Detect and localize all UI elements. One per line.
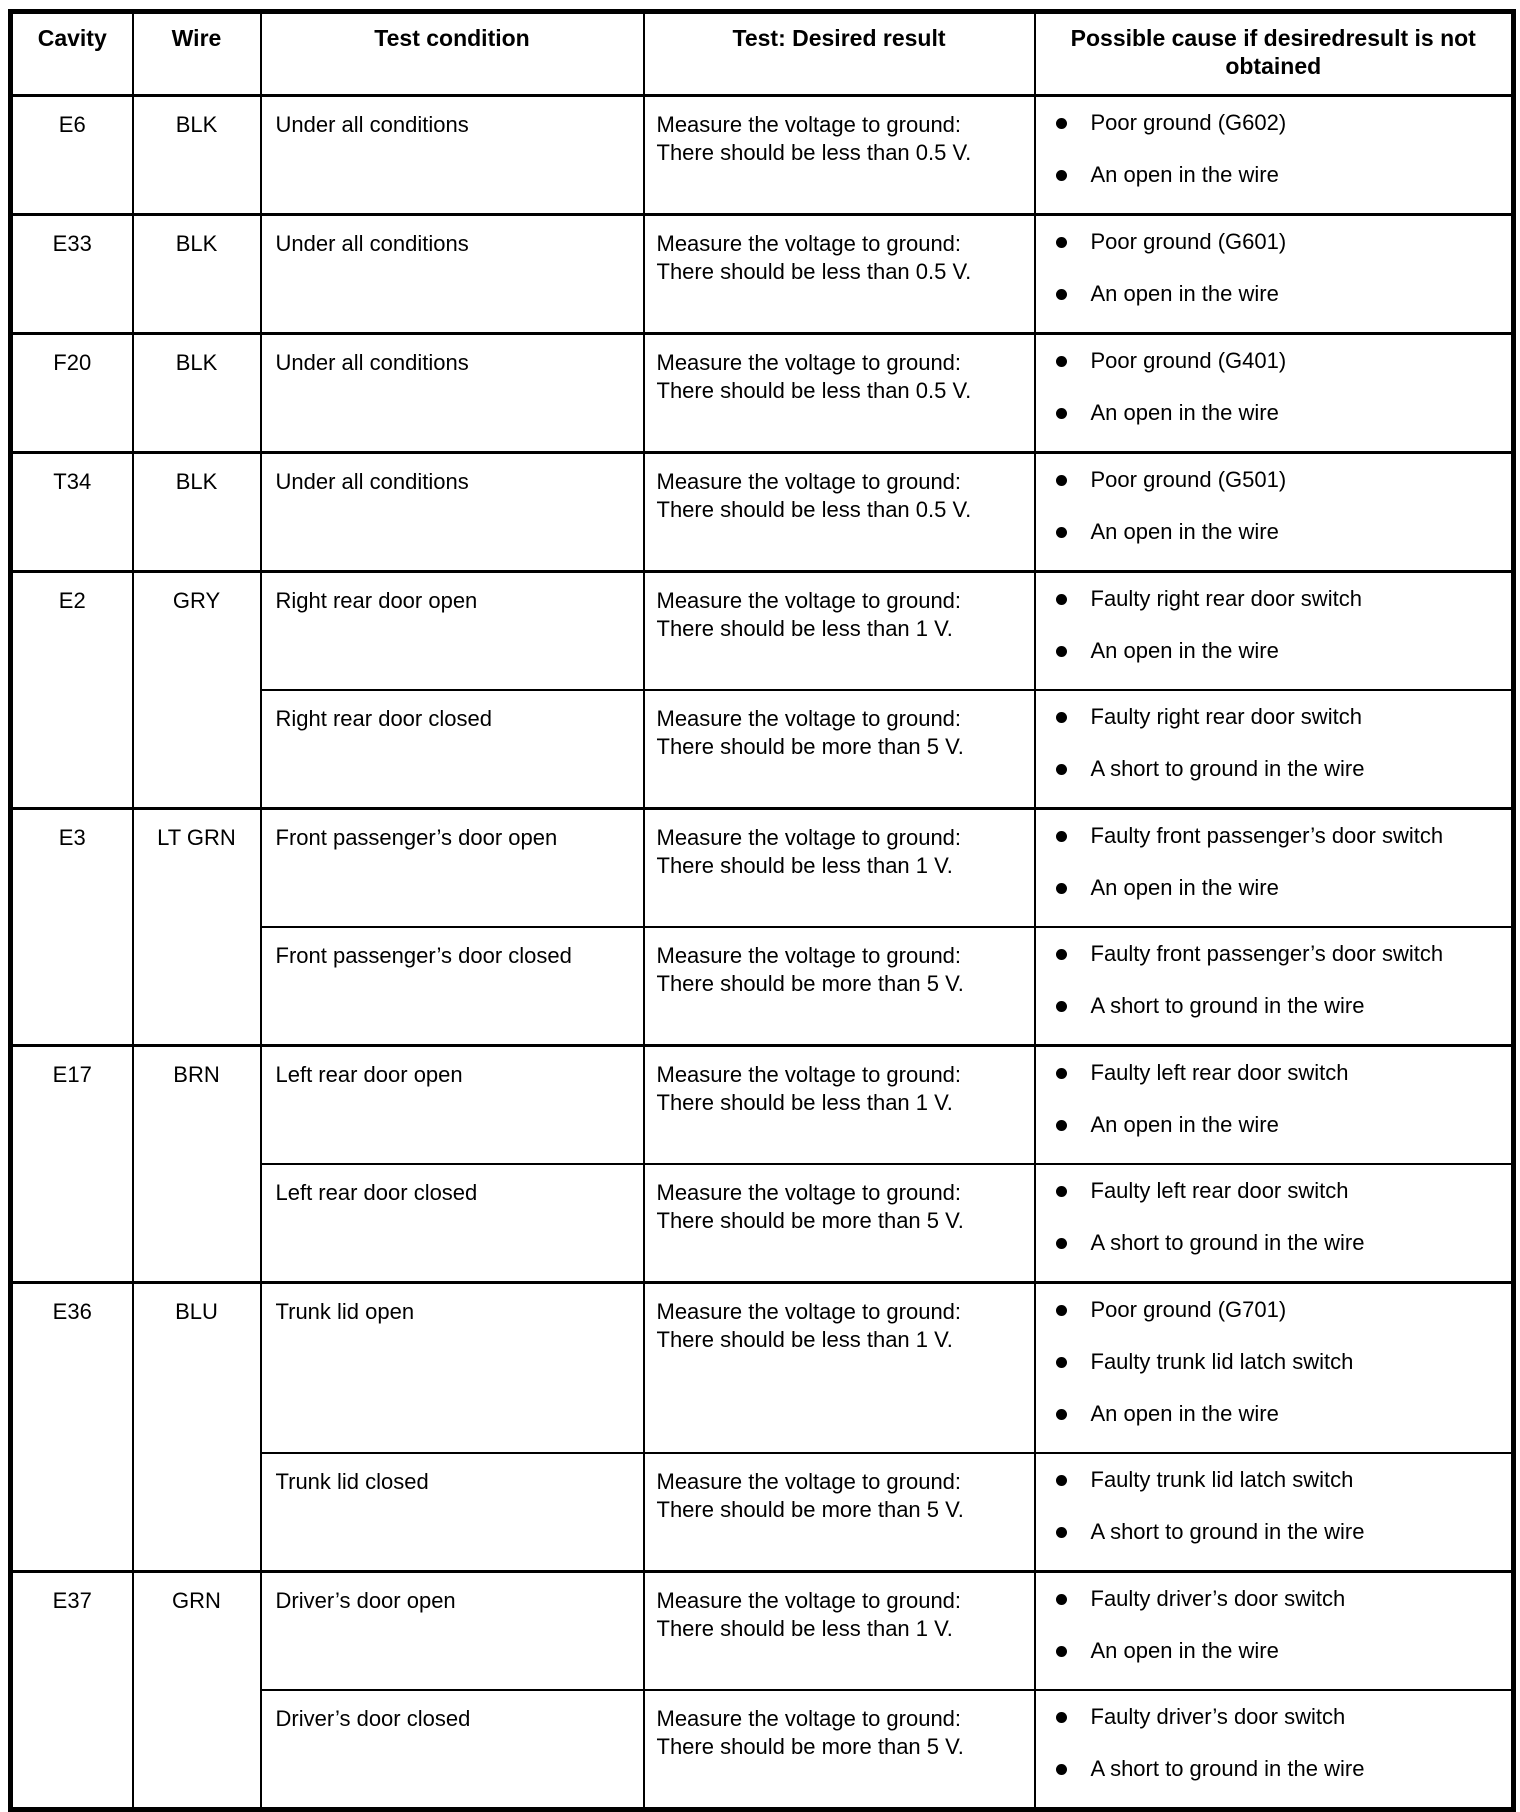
desired-result-cell: [644, 1164, 1035, 1283]
cause-text: Faulty driver’s door switch: [1090, 1704, 1346, 1729]
possible-cause-cell: [1035, 453, 1514, 572]
possible-cause-cell: [1035, 1572, 1514, 1691]
cause-item: [1056, 940, 1506, 968]
table-row: [11, 1572, 1514, 1691]
result-line: There should be more than 5 V.: [656, 1734, 964, 1759]
wire-cell: GRY: [133, 572, 261, 809]
possible-cause-cell: [1035, 572, 1514, 691]
bullet-icon: [1056, 883, 1067, 894]
test-condition-cell: Left rear door open: [261, 1046, 644, 1165]
cause-item: [1056, 1466, 1506, 1494]
cause-item: [1056, 992, 1506, 1020]
bullet-icon: [1056, 1238, 1067, 1249]
result-line: There should be less than 1 V.: [656, 853, 953, 878]
result-line: There should be less than 0.5 V.: [656, 497, 972, 522]
result-line: There should be less than 0.5 V.: [656, 259, 972, 284]
result-line: Measure the voltage to ground:: [656, 469, 962, 494]
bullet-icon: [1056, 1186, 1067, 1197]
cause-item: [1056, 109, 1506, 137]
test-condition-cell: Driver’s door closed: [261, 1690, 644, 1810]
cause-item: [1056, 466, 1506, 494]
cavity-cell: E36: [11, 1283, 133, 1572]
cause-text: An open in the wire: [1090, 1638, 1279, 1663]
bullet-icon: [1056, 527, 1067, 538]
desired-result-cell: [644, 1283, 1035, 1454]
bullet-icon: [1056, 764, 1067, 775]
bullet-icon: [1056, 1594, 1067, 1605]
bullet-icon: [1056, 831, 1067, 842]
table-row: [11, 572, 1514, 691]
cause-text: A short to ground in the wire: [1090, 1756, 1365, 1781]
bullet-icon: [1056, 1764, 1067, 1775]
cavity-cell: E33: [11, 215, 133, 334]
header-row: [11, 12, 1514, 96]
possible-cause-cell: [1035, 334, 1514, 453]
desired-result-cell: [644, 809, 1035, 928]
cause-item: [1056, 1059, 1506, 1087]
bullet-icon: [1056, 1305, 1067, 1316]
cause-item: [1056, 585, 1506, 613]
cause-item: [1056, 228, 1506, 256]
result-line: There should be more than 5 V.: [656, 734, 964, 759]
cause-item: [1056, 518, 1506, 546]
desired-result-cell: [644, 1690, 1035, 1810]
table-body: [11, 96, 1514, 1810]
table-row: [11, 1046, 1514, 1165]
cavity-cell: T34: [11, 453, 133, 572]
wire-cell: BLK: [133, 215, 261, 334]
cause-item: [1056, 1703, 1506, 1731]
wire-cell: GRN: [133, 1572, 261, 1810]
result-line: Measure the voltage to ground:: [656, 231, 962, 256]
cause-text: An open in the wire: [1090, 519, 1279, 544]
cause-text: Faulty left rear door switch: [1090, 1178, 1349, 1203]
cause-item: [1056, 1400, 1506, 1428]
cause-text: An open in the wire: [1090, 400, 1279, 425]
cause-item: [1056, 1755, 1506, 1783]
cause-item: [1056, 1585, 1506, 1613]
table-header: [11, 12, 1514, 96]
cause-text: A short to ground in the wire: [1090, 1230, 1365, 1255]
cause-text: Faulty right rear door switch: [1090, 704, 1362, 729]
result-line: There should be more than 5 V.: [656, 1497, 964, 1522]
test-condition-cell: Driver’s door open: [261, 1572, 644, 1691]
result-line: There should be more than 5 V.: [656, 1208, 964, 1233]
possible-cause-cell: [1035, 1283, 1514, 1454]
possible-cause-cell: [1035, 1164, 1514, 1283]
test-condition-cell: Right rear door closed: [261, 690, 644, 809]
wire-cell: BRN: [133, 1046, 261, 1283]
possible-cause-cell: [1035, 1453, 1514, 1572]
result-line: There should be more than 5 V.: [656, 971, 964, 996]
possible-cause-cell: [1035, 1046, 1514, 1165]
wire-cell: BLK: [133, 96, 261, 215]
test-condition-cell: Trunk lid closed: [261, 1453, 644, 1572]
cause-text: An open in the wire: [1090, 281, 1279, 306]
result-line: There should be less than 0.5 V.: [656, 140, 972, 165]
result-line: Measure the voltage to ground:: [656, 350, 962, 375]
bullet-icon: [1056, 408, 1067, 419]
cavity-cell: E2: [11, 572, 133, 809]
cause-text: An open in the wire: [1090, 638, 1279, 663]
bullet-icon: [1056, 1409, 1067, 1420]
desired-result-cell: [644, 453, 1035, 572]
col-header-wire: Wire: [133, 12, 261, 96]
bullet-icon: [1056, 1357, 1067, 1368]
bullet-icon: [1056, 1527, 1067, 1538]
desired-result-cell: [644, 690, 1035, 809]
cause-text: A short to ground in the wire: [1090, 756, 1365, 781]
cause-item: [1056, 1111, 1506, 1139]
cause-item: [1056, 347, 1506, 375]
col-header-test-condition: Test condition: [261, 12, 644, 96]
cause-text: An open in the wire: [1090, 875, 1279, 900]
bullet-icon: [1056, 1120, 1067, 1131]
test-condition-cell: Under all conditions: [261, 96, 644, 215]
cause-text: A short to ground in the wire: [1090, 993, 1365, 1018]
result-line: Measure the voltage to ground:: [656, 943, 962, 968]
desired-result-cell: [644, 1046, 1035, 1165]
bullet-icon: [1056, 1068, 1067, 1079]
cause-text: Faulty front passenger’s door switch: [1090, 941, 1444, 966]
bullet-icon: [1056, 356, 1067, 367]
cause-text: Poor ground (G501): [1090, 467, 1287, 492]
cause-item: [1056, 1229, 1506, 1257]
desired-result-cell: [644, 927, 1035, 1046]
wire-cell: BLK: [133, 334, 261, 453]
cause-item: [1056, 1637, 1506, 1665]
result-line: There should be less than 1 V.: [656, 1327, 953, 1352]
result-line: There should be less than 0.5 V.: [656, 378, 972, 403]
cause-item: [1056, 280, 1506, 308]
cause-text: A short to ground in the wire: [1090, 1519, 1365, 1544]
test-condition-cell: Under all conditions: [261, 215, 644, 334]
cavity-cell: E37: [11, 1572, 133, 1810]
cause-item: [1056, 161, 1506, 189]
cavity-cell: F20: [11, 334, 133, 453]
result-line: Measure the voltage to ground:: [656, 112, 962, 137]
result-line: Measure the voltage to ground:: [656, 1062, 962, 1087]
wire-cell: BLU: [133, 1283, 261, 1572]
cavity-cell: E17: [11, 1046, 133, 1283]
col-header-cavity: Cavity: [11, 12, 133, 96]
cause-text: An open in the wire: [1090, 1401, 1279, 1426]
possible-cause-cell: [1035, 690, 1514, 809]
possible-cause-cell: [1035, 215, 1514, 334]
cause-item: [1056, 637, 1506, 665]
result-line: Measure the voltage to ground:: [656, 1469, 962, 1494]
test-condition-cell: Front passenger’s door closed: [261, 927, 644, 1046]
bullet-icon: [1056, 646, 1067, 657]
cause-item: [1056, 1348, 1506, 1376]
cause-text: An open in the wire: [1090, 1112, 1279, 1137]
result-line: Measure the voltage to ground:: [656, 1706, 962, 1731]
desired-result-cell: [644, 1453, 1035, 1572]
cause-item: [1056, 703, 1506, 731]
cause-text: Poor ground (G602): [1090, 110, 1287, 135]
cause-item: [1056, 1177, 1506, 1205]
bullet-icon: [1056, 237, 1067, 248]
cause-item: [1056, 1296, 1506, 1324]
desired-result-cell: [644, 572, 1035, 691]
possible-cause-cell: [1035, 1690, 1514, 1810]
cause-text: Poor ground (G401): [1090, 348, 1287, 373]
cause-text: Faulty driver’s door switch: [1090, 1586, 1346, 1611]
wire-cell: BLK: [133, 453, 261, 572]
bullet-icon: [1056, 1712, 1067, 1723]
col-header-possible-cause: Possible cause if desiredresult is not obtained: [1035, 12, 1514, 96]
cause-text: Faulty front passenger’s door switch: [1090, 823, 1444, 848]
possible-cause-cell: [1035, 809, 1514, 928]
result-line: There should be less than 1 V.: [656, 616, 953, 641]
wire-cell: LT GRN: [133, 809, 261, 1046]
bullet-icon: [1056, 1646, 1067, 1657]
table-row: [11, 453, 1514, 572]
result-line: There should be less than 1 V.: [656, 1090, 953, 1115]
possible-cause-cell: [1035, 927, 1514, 1046]
desired-result-cell: [644, 96, 1035, 215]
table-row: [11, 334, 1514, 453]
result-line: There should be less than 1 V.: [656, 1616, 953, 1641]
test-condition-cell: Under all conditions: [261, 334, 644, 453]
desired-result-cell: [644, 1572, 1035, 1691]
cause-text: Faulty trunk lid latch switch: [1090, 1349, 1354, 1374]
result-line: Measure the voltage to ground:: [656, 706, 962, 731]
table-row: [11, 1283, 1514, 1454]
result-line: Measure the voltage to ground:: [656, 1180, 962, 1205]
table-row: [11, 96, 1514, 215]
cause-item: [1056, 874, 1506, 902]
bullet-icon: [1056, 118, 1067, 129]
test-condition-cell: Under all conditions: [261, 453, 644, 572]
cause-item: [1056, 399, 1506, 427]
col-header-desired-result: Test: Desired result: [644, 12, 1035, 96]
table-row: [11, 809, 1514, 928]
possible-cause-cell: [1035, 96, 1514, 215]
bullet-icon: [1056, 1475, 1067, 1486]
cause-text: Faulty left rear door switch: [1090, 1060, 1349, 1085]
result-line: Measure the voltage to ground:: [656, 825, 962, 850]
cause-text: Poor ground (G601): [1090, 229, 1287, 254]
test-condition-cell: Trunk lid open: [261, 1283, 644, 1454]
result-line: Measure the voltage to ground:: [656, 588, 962, 613]
cavity-cell: E3: [11, 809, 133, 1046]
bullet-icon: [1056, 1001, 1067, 1012]
cause-item: [1056, 822, 1506, 850]
result-line: Measure the voltage to ground:: [656, 1588, 962, 1613]
test-condition-cell: Right rear door open: [261, 572, 644, 691]
result-line: Measure the voltage to ground:: [656, 1299, 962, 1324]
bullet-icon: [1056, 949, 1067, 960]
bullet-icon: [1056, 170, 1067, 181]
cause-text: Poor ground (G701): [1090, 1297, 1287, 1322]
bullet-icon: [1056, 594, 1067, 605]
cause-item: [1056, 1518, 1506, 1546]
desired-result-cell: [644, 215, 1035, 334]
test-condition-cell: Left rear door closed: [261, 1164, 644, 1283]
cause-text: Faulty trunk lid latch switch: [1090, 1467, 1354, 1492]
test-condition-cell: Front passenger’s door open: [261, 809, 644, 928]
pin-voltage-table: [8, 9, 1516, 1812]
cause-text: An open in the wire: [1090, 162, 1279, 187]
cause-text: Faulty right rear door switch: [1090, 586, 1362, 611]
bullet-icon: [1056, 712, 1067, 723]
desired-result-cell: [644, 334, 1035, 453]
table-row: [11, 215, 1514, 334]
cause-item: [1056, 755, 1506, 783]
bullet-icon: [1056, 289, 1067, 300]
cavity-cell: E6: [11, 96, 133, 215]
bullet-icon: [1056, 475, 1067, 486]
